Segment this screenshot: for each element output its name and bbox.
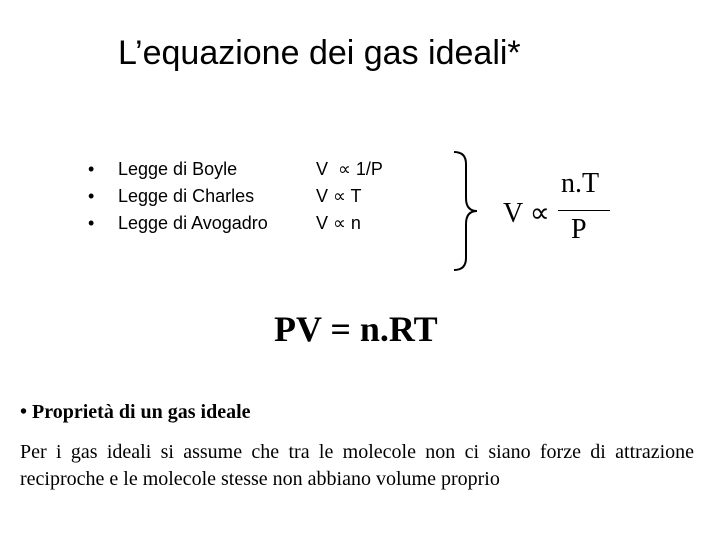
law-relation: V ∝ n [316, 213, 361, 233]
section-heading: • Proprietà di un gas ideale [20, 401, 251, 423]
law-name: Legge di Avogadro [118, 213, 268, 233]
law-relation: V ∝ T [316, 186, 362, 206]
right-brace [450, 150, 480, 272]
bullet: • [88, 213, 95, 233]
fraction-denominator: P [571, 214, 587, 245]
law-name: Legge di Charles [118, 186, 255, 206]
law-relation: V ∝ 1/P [316, 159, 383, 179]
law-row-avogadro [88, 210, 383, 237]
section-paragraph: Per i gas ideali si assume che tra le molecole non ci siano forze di attrazione reciproche e le molecole stesse non abbiano volume proprio [20, 441, 694, 490]
proportionality-expression [503, 168, 615, 250]
law-row-charles [88, 183, 383, 210]
law-name: Legge di Boyle [118, 159, 238, 179]
proportionality-lhs: V ∝ [503, 198, 550, 229]
bullet: • [88, 159, 95, 179]
bullet: • [88, 186, 95, 206]
law-row-boyle [88, 156, 383, 183]
ideal-gas-equation: PV = n.RT [274, 309, 438, 349]
fraction-bar [558, 210, 610, 211]
slide-title: L’equazione dei gas ideali* [118, 34, 521, 72]
gas-laws-list [88, 156, 383, 237]
fraction-numerator: n.T [561, 168, 600, 199]
